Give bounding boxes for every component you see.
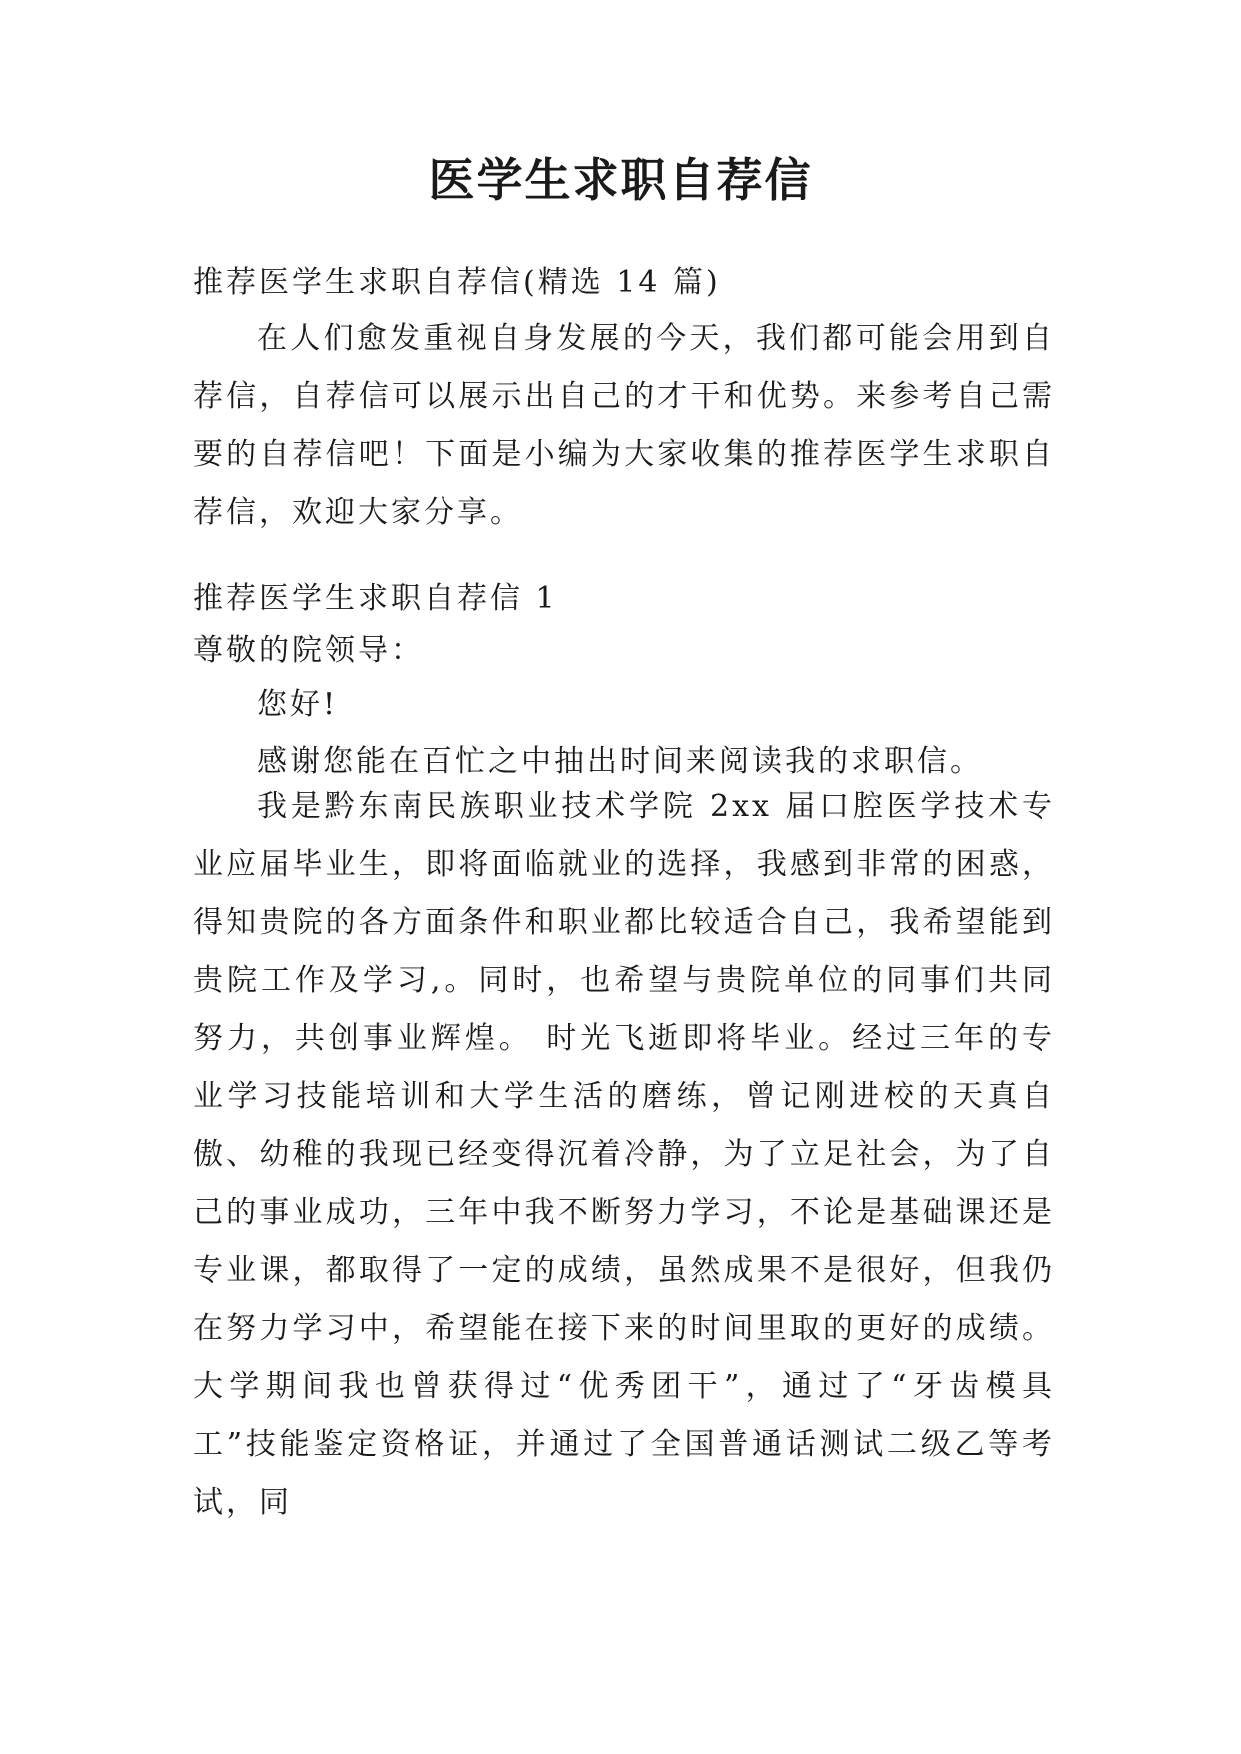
document-subtitle: 推荐医学生求职自荐信(精选 14 篇): [193, 265, 721, 300]
document-title: 医学生求职自荐信: [428, 153, 813, 207]
salutation: 尊敬的院领导：: [193, 633, 424, 668]
main-paragraph: 我是黔东南民族职业技术学院 2xx 届口腔医学技术专业应届毕业生，即将面临就业的选择，我感到非常的困惑，得知贵院的各方面条件和职业都比较适合自己，我希望能到贵院工作及学习,。同时，也希望与贵院单位的同事们共同努力，共创事业辉煌。 时光飞逝即将毕业。经过三年的专业学习技能培训和大学生活的磨练，曾记刚进校的天真自傲、幼稚的我现已经变得沉着冷静，为了立足社会，为了自己的事业成功，三年中我不断努力学习，不论是基础课还是专业课，都取得了一定的成绩，虽然成果不是很好，但我仍在努力学习中，希望能在接下来的时间里取的更好的成绩。大学期间我也曾获得过“优秀团干”，通过了“牙齿模具工”技能鉴定资格证，并通过了全国普通话测试二级乙等考试，同: [193, 789, 1055, 1520]
section-heading: 推荐医学生求职自荐信 1: [193, 581, 558, 616]
thanks-paragraph: 感谢您能在百忙之中抽出时间来阅读我的求职信。: [257, 744, 983, 779]
intro-paragraph: 在人们愈发重视自身发展的今天，我们都可能会用到自荐信，自荐信可以展示出自己的才干和优势。来参考自己需要的自荐信吧！下面是小编为大家收集的推荐医学生求职自荐信，欢迎大家分享。: [193, 321, 1055, 530]
greeting: 您好!: [257, 687, 339, 722]
